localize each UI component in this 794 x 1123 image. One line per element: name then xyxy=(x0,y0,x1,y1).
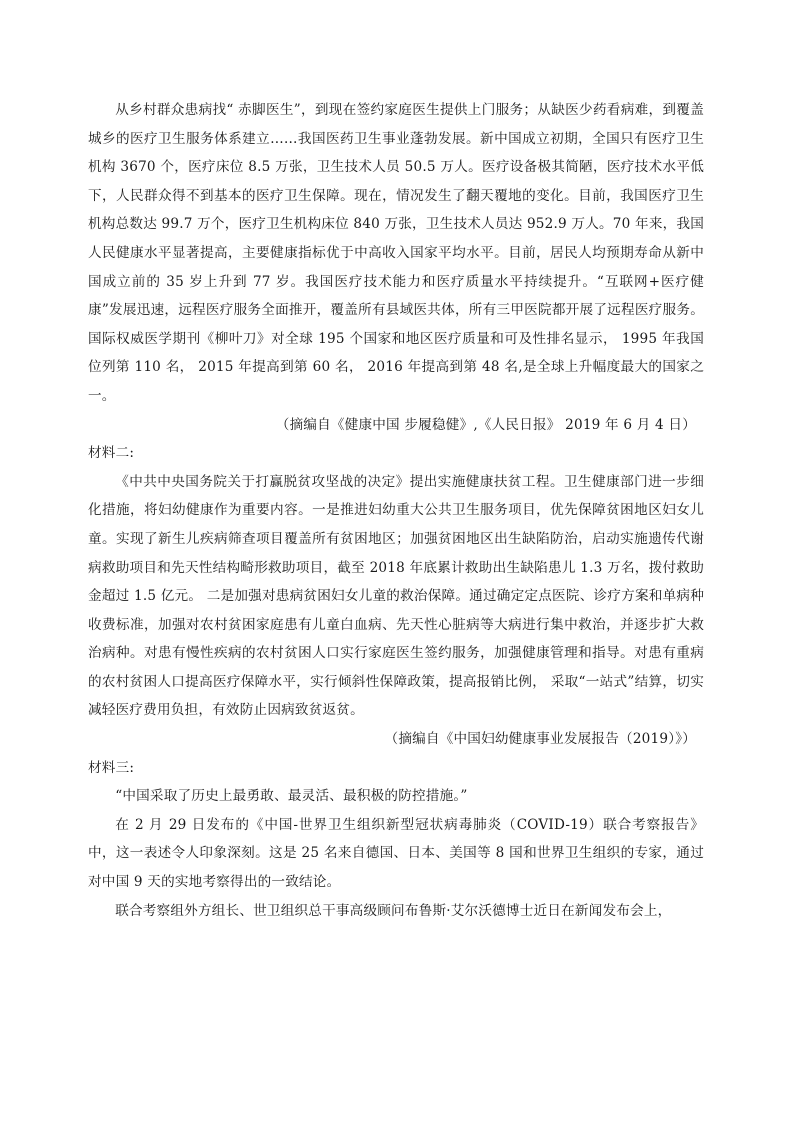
document-page xyxy=(88,96,704,925)
material2-source: （摘编自《中国妇幼健康事业发展报告（2019）》） xyxy=(384,731,696,748)
material1-source: （摘编自《健康中国 步履稳健》,《人民日报》 2019 年 6 月 4 日） xyxy=(275,416,696,433)
material1-paragraph: 从乡村群众患病找“ 赤脚医生”，到现在签约家庭医生提供上门服务；从缺医少药看病难，到覆盖城乡的医疗卫生服务体系建立……我国医药卫生事业蓬勃发展。新中国成立初期，全国只有医疗卫生机构 3670 个，医疗床位 8.5 万张，卫生技术人员 50.5 万人。医疗设备极其简陋，医疗技术水平低下，人民群众得不到基本的医疗卫生保障。现在，情况发生了翻天覆地的变化。目前，我国医疗卫生机构总数达 99.7 万个，医疗卫生机构床位 840 万张，卫生技术人员达 952.9 万人。70 年来，我国人民健康水平显著提高，主要健康指标优于中高收入国家平均水平。目前，居民人均预期寿命从新中国成立前的 35 岁上升到 77 岁。我国医疗技术能力和医疗质量水平持续提升。“互联网+医疗健康”发展迅速，远程医疗服务全面推开，覆盖所有县域医共体，所有三甲医院都开展了远程医疗服务。国际权威医学期刊《柳叶刀》对全球 195 个国家和地区医疗质量和可及性排名显示， 1995 年我国位列第 110 名， 2015 年提高到第 60 名， 2016 年提高到第 48 名,是全球上升幅度最大的国家之一。 xyxy=(88,102,704,404)
material2-heading: 材料二: xyxy=(88,445,135,462)
material3-paragraph-2: 联合考察组外方组长、世卫组织总干事高级顾问布鲁斯·艾尔沃德博士近日在新闻发布会上， xyxy=(115,902,672,919)
material3-quote: “中国采取了历史上最勇敢、最灵活、最积极的防控措施。” xyxy=(115,788,468,805)
material3-paragraph-1: 在 2 月 29 日发布的《中国-世界卫生组织新型冠状病毒肺炎（COVID-19）联合考察报告》中，这一表述令人印象深刻。这是 25 名来自德国、日本、美国等 8 国和世界卫生组织的专家，通过对中国 9 天的实地考察得出的一致结论。 xyxy=(88,816,704,891)
material3-heading: 材料三: xyxy=(88,759,135,776)
material2-paragraph: 《中共中央国务院关于打赢脱贫攻坚战的决定》提出实施健康扶贫工程。卫生健康部门进一步细化措施，将妇幼健康作为重要内容。一是推进妇幼重大公共卫生服务项目，优先保障贫困地区妇女儿童。实现了新生儿疾病筛查项目覆盖所有贫困地区；加强贫困地区出生缺陷防治，启动实施遗传代谢病救助项目和先天性结构畸形救助项目，截至 2018 年底累计救助出生缺陷患儿 1.3 万名，拨付救助金超过 1.5 亿元。 二是加强对患病贫困妇女儿童的救治保障。通过确定定点医院、诊疗方案和单病种收费标准，加强对农村贫困家庭患有儿童白血病、先天性心脏病等大病进行集中救治，并逐步扩大救治病种。对患有慢性疾病的农村贫困人口实行家庭医生签约服务，加强健康管理和指导。对患有重病的农村贫困人口提高医疗保障水平，实行倾斜性保障政策，提高报销比例， 采取“一站式”结算，切实减轻医疗费用负担，有效防止因病致贫返贫。 xyxy=(88,473,704,719)
